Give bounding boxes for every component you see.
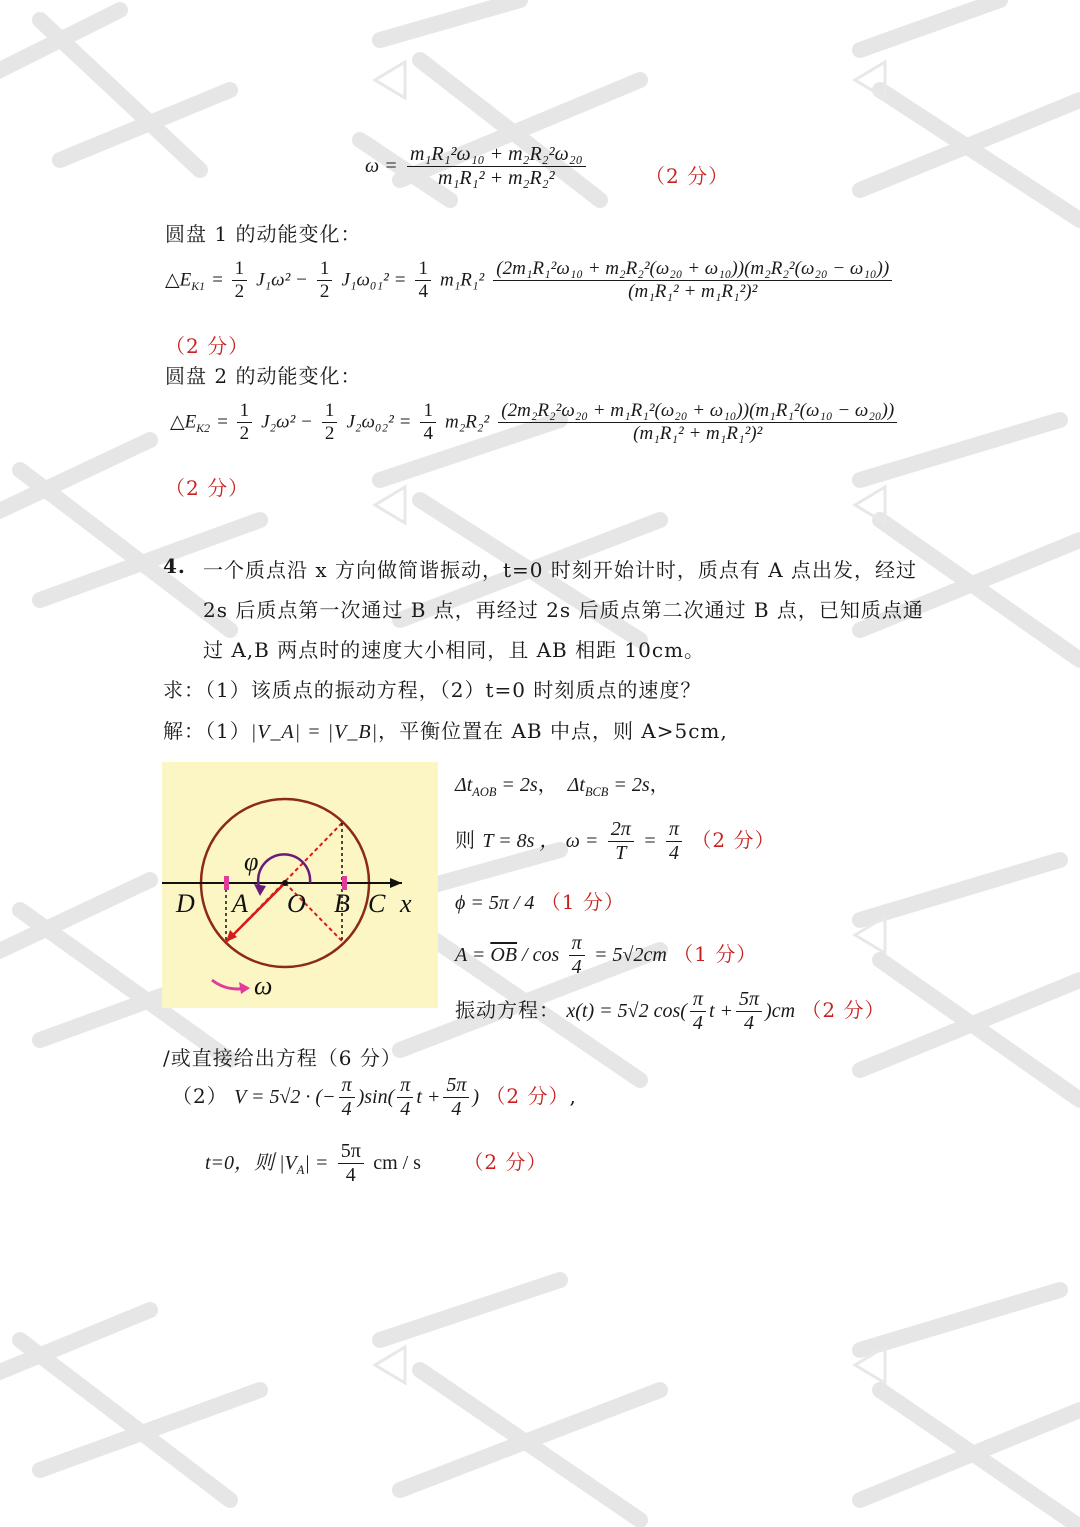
ek2-numerator: (2m₂R₂²ω₂₀ + m₁R₁²(ω₂₀ + ω₁₀))(m₁R₁²(ω₁₀ − ω₂₀)) — [498, 400, 897, 423]
q4-number: 4. — [163, 554, 186, 578]
ek2-half1-num: 1 — [237, 400, 253, 423]
phase-eq: ϕ = 5π / 4 — [455, 892, 535, 914]
period-line — [455, 818, 775, 865]
label-b: B — [334, 889, 350, 918]
ek1-lhs: △E — [165, 269, 192, 291]
q4-line1: 一个质点沿 x 方向做简谐振动，t=0 时刻开始计时，质点有 A 点出发，经过 — [203, 558, 918, 582]
point-a-marker — [224, 876, 229, 890]
velocity-at-zero-line — [205, 1140, 547, 1187]
amp-lhs: A = — [455, 944, 491, 966]
part2-den2: 4 — [400, 1098, 411, 1120]
w-den1: T — [615, 842, 627, 864]
dt-bcb-val: = 2s — [608, 774, 650, 796]
dt-bcb-sub: BCB — [584, 785, 609, 799]
part2-prefix: （2） — [172, 1084, 228, 1108]
part2-den3: 4 — [451, 1098, 462, 1120]
ek2-half2-den: 2 — [324, 422, 335, 444]
label-d: D — [176, 889, 195, 918]
osc-den2: 4 — [744, 1012, 755, 1034]
dt-aob: Δt — [455, 774, 473, 796]
disk1-title: 圆盘 1 的动能变化： — [165, 222, 362, 246]
part2-a: V = 5√2 · (− — [234, 1086, 336, 1108]
ek2-score: （2 分） — [165, 476, 250, 500]
omega-fraction — [407, 143, 586, 190]
delta-t-line: $\Delta t_{AOB} = 2s$， $\Delta t_{BCB} = 2s$， — [455, 774, 670, 799]
sol-prefix: 解：（1） — [163, 719, 251, 743]
dt-bcb: Δt — [567, 774, 585, 796]
part2-num1: π — [339, 1074, 355, 1098]
ek1-term1: J₁ω² − — [256, 269, 308, 291]
part2-num3: 5π — [443, 1074, 469, 1098]
amp-rhs: = 5√2cm — [594, 944, 667, 966]
ek1-half2-den: 2 — [319, 280, 330, 302]
part3-b: | = — [304, 1152, 329, 1174]
omega-lhs2: ω = — [565, 830, 599, 852]
omega-numerator: m₁R₁²ω₁₀ + m₂R₂²ω₂₀ — [407, 143, 586, 167]
part3-a: t=0，则 |V — [205, 1152, 297, 1174]
ek1-eq: = — [211, 269, 229, 291]
ek1-half1-den: 2 — [234, 280, 245, 302]
osc-b: t + — [708, 1000, 733, 1022]
osc-score: （2 分） — [801, 998, 886, 1022]
q4-line2: 2s 后质点第一次通过 B 点，再经过 2s 后质点第二次通过 B 点，已知质点通 — [203, 598, 924, 622]
velocity-line — [172, 1074, 576, 1121]
osc-c: )cm — [765, 1000, 796, 1022]
label-omega: ω — [254, 971, 273, 1000]
oscillation-line — [455, 988, 885, 1035]
ek2-term1: J₂ω² − — [261, 411, 313, 433]
osc-a: x(t) = 5√2 cos( — [566, 1000, 687, 1022]
ek1-equation — [165, 258, 895, 303]
part2-tail: , — [569, 1084, 576, 1108]
dt-aob-val: = 2s — [496, 774, 538, 796]
q4-solution-intro — [163, 715, 728, 744]
part3-score: （2 分） — [463, 1150, 548, 1174]
amp-mid: / cos — [517, 944, 560, 966]
ek2-denominator: (m₁R₁² + m₁R₁²)² — [633, 422, 763, 444]
ek1-quarter-num: 1 — [415, 258, 431, 281]
ek2-term2: J₂ω₀₂² = — [346, 411, 412, 433]
part3-den: 4 — [345, 1164, 356, 1186]
osc-num1: π — [690, 988, 706, 1012]
amp-score: （1 分） — [673, 942, 758, 966]
ek2-quarter-num: 1 — [420, 400, 436, 423]
center-point — [282, 880, 288, 886]
ek2-lhs: △E — [170, 411, 197, 433]
omega-denominator: m₁R₁² + m₂R₂² — [438, 167, 555, 189]
q4-ask: 求：（1）该质点的振动方程，（2）t=0 时刻质点的速度？ — [163, 678, 702, 702]
phase-circle-diagram — [162, 762, 438, 1008]
ek1-term2: J₁ω₀₁² = — [341, 269, 407, 291]
period-eq: T = 8s ， — [482, 830, 560, 852]
amp-den: 4 — [571, 956, 582, 978]
disk2-title: 圆盘 2 的动能变化： — [165, 364, 362, 388]
ek2-quarter-den: 4 — [423, 422, 433, 444]
part3-num: 5π — [338, 1140, 364, 1164]
ek2-lhs-sub: K2 — [196, 422, 210, 436]
w-num1: 2π — [608, 818, 634, 842]
omega-score2: （2 分） — [691, 828, 776, 852]
ek1-quarter-den: 4 — [418, 280, 428, 302]
part2-e: ) — [472, 1086, 480, 1108]
ek2-half2-num: 1 — [322, 400, 338, 423]
ek1-denominator: (m₁R₁² + m₁R₁²)² — [628, 280, 758, 302]
label-c: C — [368, 889, 386, 918]
osc-label: 振动方程： — [455, 998, 560, 1022]
omega-score: （2 分） — [645, 164, 730, 188]
ek1-numerator: (2m₁R₁²ω₁₀ + m₂R₂²(ω₂₀ + ω₁₀))(m₂R₂²(ω₂₀ − ω₁₀)) — [493, 258, 892, 281]
part3-sub: A — [296, 1163, 305, 1177]
q4-line3: 过 A,B 两点时的速度大小相同，且 AB 相距 10cm。 — [203, 638, 706, 662]
ek2-eq: = — [216, 411, 234, 433]
osc-num2: 5π — [736, 988, 762, 1012]
label-o: O — [287, 889, 306, 918]
amplitude-line — [455, 932, 757, 979]
period-ze: 则 — [455, 828, 476, 852]
ek1-half2-num: 1 — [317, 258, 333, 281]
omega-equation — [365, 143, 589, 190]
osc-den1: 4 — [692, 1012, 703, 1034]
ek2-equation — [170, 400, 900, 445]
amp-num: π — [569, 932, 585, 956]
part2-score: （2 分） — [485, 1084, 570, 1108]
ek2-term3: m₂R₂² — [444, 411, 490, 433]
w-num2: π — [666, 818, 682, 842]
part3-unit: cm / s — [373, 1152, 421, 1174]
sol-expr: |V_A| = |V_B| — [250, 721, 379, 743]
direct-equation-note: /或直接给出方程（6 分） — [163, 1046, 402, 1070]
ek1-half1-num: 1 — [232, 258, 248, 281]
label-phi: φ — [244, 847, 259, 876]
ek2-half1-den: 2 — [239, 422, 250, 444]
w-eq: = — [643, 830, 657, 852]
ek1-term3: m₁R₁² — [439, 269, 485, 291]
ek1-score: （2 分） — [165, 334, 250, 358]
label-x: x — [400, 889, 412, 918]
part2-num2: π — [397, 1074, 413, 1098]
part2-c: t + — [416, 1086, 441, 1108]
amp-ob: $\overline{OB}$ — [490, 944, 518, 966]
dt-aob-sub: AOB — [472, 785, 497, 799]
part2-den1: 4 — [341, 1098, 352, 1120]
omega-lhs: ω = — [365, 155, 398, 177]
point-b-marker — [342, 876, 347, 890]
part2-b: )sin( — [357, 1086, 395, 1108]
sol-rest: ，平衡位置在 AB 中点，则 A>5cm, — [378, 719, 728, 743]
w-den2: 4 — [669, 842, 680, 864]
label-a: A — [232, 889, 248, 918]
phase-score: （1 分） — [540, 890, 625, 914]
phase-line — [455, 886, 625, 915]
ek1-lhs-sub: K1 — [191, 280, 205, 294]
